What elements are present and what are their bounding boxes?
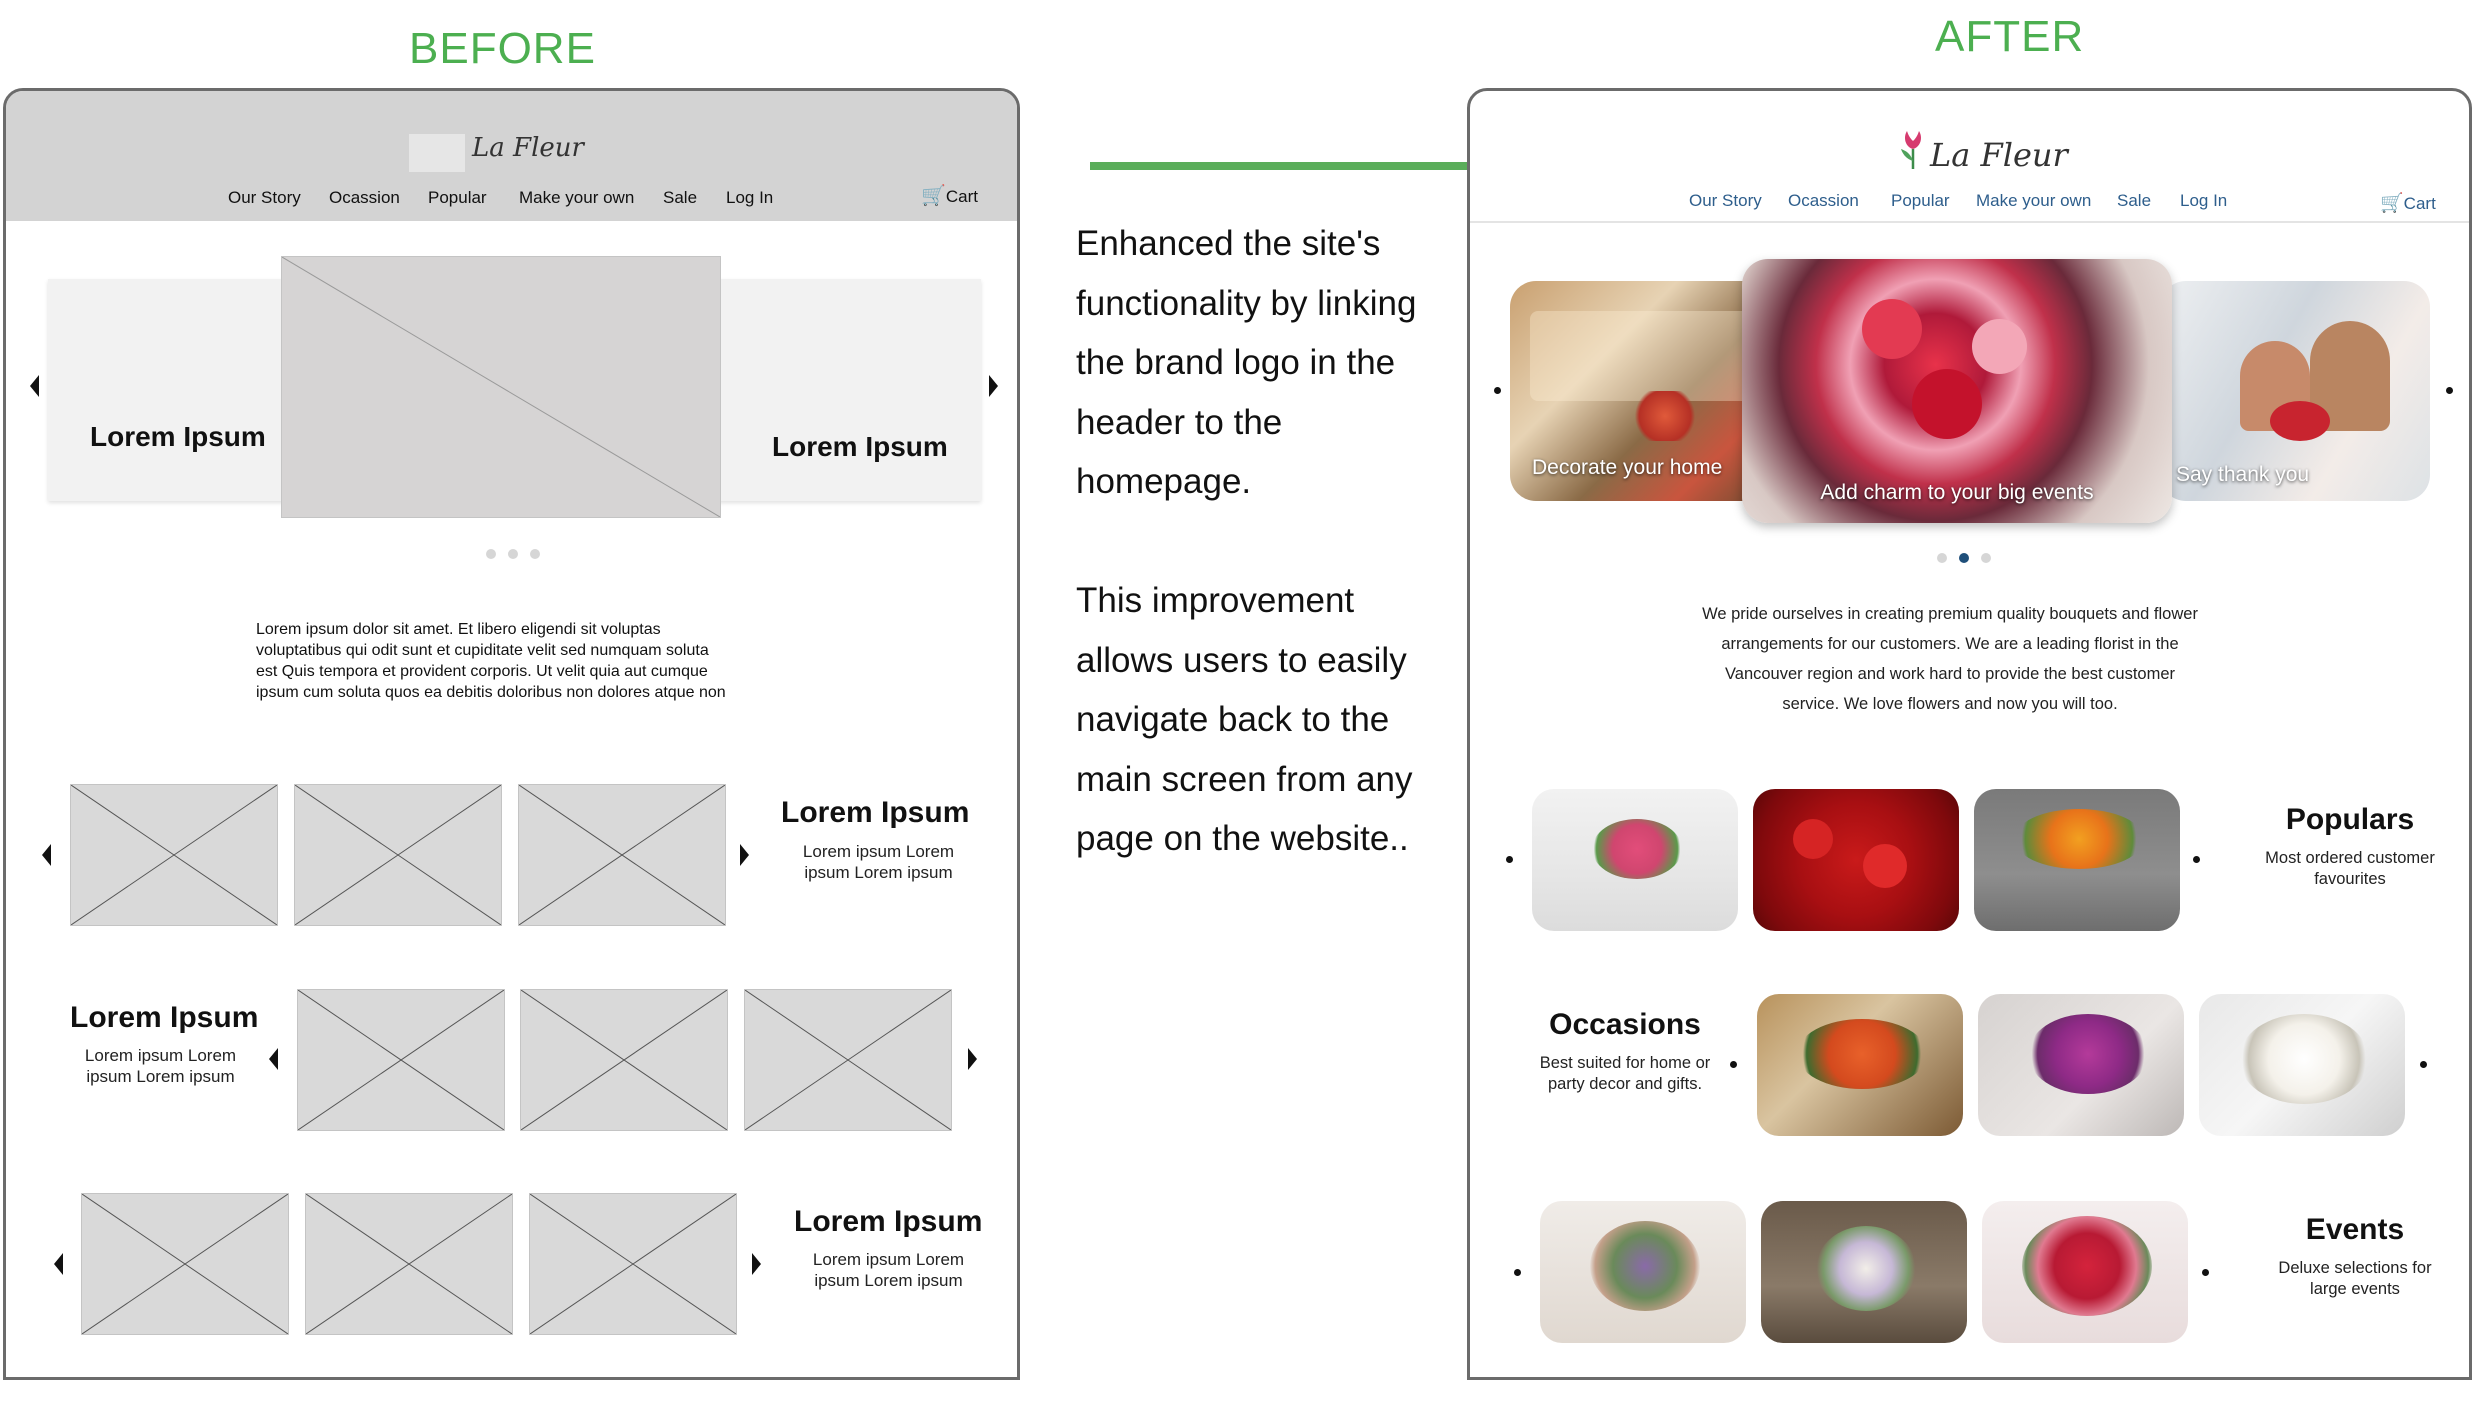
about-line-4: service. We love flowers and now you will too. <box>1782 695 2118 713</box>
nav-login[interactable]: Log In <box>726 188 774 207</box>
red-rose-shape-1 <box>1793 819 1833 859</box>
row1-sub-line-2: ipsum Lorem ipsum <box>804 863 953 882</box>
carousel-dot-1[interactable] <box>1937 553 1947 563</box>
purple-flowers-shape <box>2028 1014 2148 1094</box>
row1-subtitle <box>786 841 971 883</box>
red-rose-shape-2 <box>1863 844 1907 888</box>
carousel-dot-1[interactable] <box>486 549 496 559</box>
occasions-image-orange-roses[interactable] <box>1757 994 1963 1136</box>
about-line-3: est Quis tempora et provident corporis. Ut velit quia aut cumque <box>256 663 708 680</box>
nav-sale[interactable]: Sale <box>2117 191 2152 210</box>
events-prev-dot[interactable] <box>1514 1269 1521 1276</box>
cart-button[interactable] <box>2380 191 2436 215</box>
before-label: BEFORE <box>409 24 596 73</box>
desc-line-1: Enhanced the site's <box>1076 224 1381 263</box>
cart-label: Cart <box>945 187 979 206</box>
before-header <box>6 91 1017 221</box>
occasions-sub-line-1: Best suited for home or <box>1539 1054 1711 1072</box>
desc-line-9: navigate back to the <box>1076 700 1390 739</box>
desc-line-2: functionality by linking <box>1076 283 1417 323</box>
events-image-wedding-bouquet[interactable] <box>1761 1201 1967 1343</box>
about-line-2: arrangements for our customers. We are a leading florist in the <box>1721 635 2179 653</box>
carousel-right-title: Lorem Ipsum <box>772 431 948 462</box>
carousel-dot-2[interactable] <box>1959 553 1969 563</box>
row2-title: Lorem Ipsum <box>70 1001 259 1034</box>
about-line-2: voluptatibus qui odit sunt et cupiditate velit sed numquam soluta <box>256 642 709 659</box>
populars-image-yellow-tulips[interactable] <box>1974 789 2180 931</box>
row1-image-1[interactable] <box>70 784 278 926</box>
about-line-3: Vancouver region and work hard to provide the best customer <box>1724 665 2176 683</box>
after-website <box>1467 88 2472 1380</box>
events-sub-line-1: Deluxe selections for <box>2278 1259 2432 1277</box>
populars-sub-line-2: favourites <box>2314 870 2386 888</box>
desc-spacer <box>1076 512 1416 572</box>
carousel-prev-dot[interactable] <box>1494 387 1501 394</box>
nav-occasion[interactable]: Ocassion <box>1788 191 1859 210</box>
carousel-prev-arrow[interactable] <box>30 375 39 397</box>
carousel-dot-2[interactable] <box>508 549 518 559</box>
header-divider <box>1470 221 2469 223</box>
desc-line-10: main screen from any <box>1076 759 1413 799</box>
row3-sub-line-1: Lorem ipsum Lorem <box>812 1250 965 1269</box>
table-setting-shape <box>1530 311 1750 401</box>
occasions-image-purple-flowers[interactable] <box>1978 994 2184 1136</box>
nav-make-your-own[interactable]: Make your own <box>519 188 635 207</box>
carousel-slide-center[interactable] <box>281 256 721 518</box>
cart-icon: 🛒 <box>2380 193 2404 214</box>
populars-title: Populars <box>2285 803 2415 836</box>
occasions-next-dot[interactable] <box>2420 1061 2427 1068</box>
carousel-next-dot[interactable] <box>2446 387 2453 394</box>
row3-sub-line-2: ipsum Lorem ipsum <box>814 1271 963 1290</box>
succulent-bouquet-shape <box>1590 1221 1700 1311</box>
nav-make-your-own[interactable]: Make your own <box>1976 191 2092 210</box>
row1-next-arrow[interactable] <box>740 844 749 866</box>
nav-popular[interactable]: Popular <box>428 188 487 207</box>
cart-icon: 🛒 <box>921 185 946 207</box>
row3-prev-arrow[interactable] <box>54 1253 63 1275</box>
row1-image-2[interactable] <box>294 784 502 926</box>
rose-shape-2 <box>1972 319 2027 374</box>
caption-thank-you: Say thank you <box>2176 463 2310 486</box>
row3-title: Lorem Ipsum <box>794 1205 983 1238</box>
yellow-tulips-shape <box>2014 809 2144 869</box>
events-sub-line-2: large events <box>2310 1280 2400 1298</box>
occasions-prev-dot[interactable] <box>1730 1061 1737 1068</box>
occasions-title: Occasions <box>1549 1008 1701 1041</box>
desc-line-4: header to the <box>1076 402 1283 442</box>
cart-button[interactable] <box>921 183 978 208</box>
centerpiece-flowers <box>1630 391 1700 441</box>
carousel-card-thank-you[interactable] <box>2160 281 2430 501</box>
row1-image-3[interactable] <box>518 784 726 926</box>
occasions-image-white-peonies[interactable] <box>2199 994 2405 1136</box>
populars-subtitle <box>2230 848 2470 890</box>
row1-title: Lorem Ipsum <box>781 796 970 829</box>
events-title: Events <box>2305 1213 2405 1246</box>
row1-prev-arrow[interactable] <box>42 844 51 866</box>
white-peonies-shape <box>2239 1014 2369 1104</box>
occasions-sub-line-2: party decor and gifts. <box>1547 1075 1703 1093</box>
after-label: AFTER <box>1935 12 2085 61</box>
logo-link[interactable] <box>1899 129 1927 178</box>
row3-image-2[interactable] <box>305 1193 513 1335</box>
pink-tulips-shape <box>1592 819 1682 879</box>
carousel-card-events[interactable] <box>1742 259 2172 523</box>
cart-label: Cart <box>2403 194 2436 213</box>
desc-line-7: This improvement <box>1076 581 1355 620</box>
nav-our-story[interactable]: Our Story <box>228 188 301 207</box>
description-text <box>1076 214 1416 869</box>
populars-image-red-roses[interactable] <box>1753 789 1959 931</box>
wedding-bouquet-shape <box>1816 1226 1916 1311</box>
about-line-1: Lorem ipsum dolor sit amet. Et libero eligendi sit voluptas <box>256 621 661 638</box>
tulip-logo-icon <box>1899 129 1927 173</box>
row3-next-arrow[interactable] <box>752 1253 761 1275</box>
row3-subtitle <box>796 1249 981 1291</box>
row2-subtitle <box>68 1045 253 1087</box>
nav-sale[interactable]: Sale <box>663 188 698 207</box>
row2-image-2[interactable] <box>520 989 728 1131</box>
before-wireframe <box>3 88 1020 1380</box>
orange-roses-shape <box>1797 1019 1927 1089</box>
nav-popular[interactable]: Popular <box>1891 191 1950 210</box>
events-next-dot[interactable] <box>2202 1269 2209 1276</box>
carousel-dot-3[interactable] <box>530 549 540 559</box>
row2-next-arrow[interactable] <box>968 1048 977 1070</box>
row2-image-1[interactable] <box>297 989 505 1131</box>
red-bouquet-shape <box>2022 1216 2152 1316</box>
logo-placeholder[interactable] <box>409 134 465 172</box>
rose-shape-3 <box>1912 369 1982 439</box>
carousel-next-arrow[interactable] <box>989 375 998 397</box>
row3-image-1[interactable] <box>81 1193 289 1335</box>
events-image-red-bouquet[interactable] <box>1982 1201 2188 1343</box>
populars-next-dot[interactable] <box>2193 856 2200 863</box>
carousel-card-decorate[interactable] <box>1510 281 1770 501</box>
events-subtitle <box>2235 1258 2472 1300</box>
nav-our-story[interactable]: Our Story <box>1689 191 1762 210</box>
brand-name[interactable]: La Fleur <box>1930 136 2068 174</box>
about-paragraph <box>1670 599 2230 719</box>
populars-sub-line-1: Most ordered customer <box>2265 849 2435 867</box>
row2-image-3[interactable] <box>744 989 952 1131</box>
gift-flowers-shape <box>2270 401 2330 441</box>
desc-line-3: the brand logo in the <box>1076 343 1396 382</box>
desc-line-8: allows users to easily <box>1076 640 1407 680</box>
row2-sub-line-1: Lorem ipsum Lorem <box>84 1046 237 1065</box>
row2-prev-arrow[interactable] <box>269 1048 278 1070</box>
about-line-4: ipsum cum soluta quos ea debitis doloribus non dolores atque non <box>256 684 726 701</box>
carousel-left-title: Lorem Ipsum <box>90 421 266 452</box>
brand-name: La Fleur <box>472 133 584 163</box>
carousel-dot-3[interactable] <box>1981 553 1991 563</box>
nav-login[interactable]: Log In <box>2180 191 2228 210</box>
row2-sub-line-2: ipsum Lorem ipsum <box>86 1067 235 1086</box>
row3-image-3[interactable] <box>529 1193 737 1335</box>
caption-decorate: Decorate your home <box>1532 456 1723 479</box>
occasions-subtitle <box>1510 1053 1740 1095</box>
row1-sub-line-1: Lorem ipsum Lorem <box>802 842 955 861</box>
populars-prev-dot[interactable] <box>1506 856 1513 863</box>
desc-line-5: homepage. <box>1076 462 1252 501</box>
about-paragraph <box>256 619 726 703</box>
about-line-1: We pride ourselves in creating premium quality bouquets and flower <box>1702 605 2198 623</box>
events-image-succulent-bouquet[interactable] <box>1540 1201 1746 1343</box>
populars-image-pink-tulips[interactable] <box>1532 789 1738 931</box>
caption-events: Add charm to your big events <box>1820 481 2094 504</box>
nav-occasion[interactable]: Ocassion <box>329 188 400 207</box>
desc-line-11: page on the website.. <box>1076 819 1409 858</box>
rose-shape-1 <box>1862 299 1922 359</box>
